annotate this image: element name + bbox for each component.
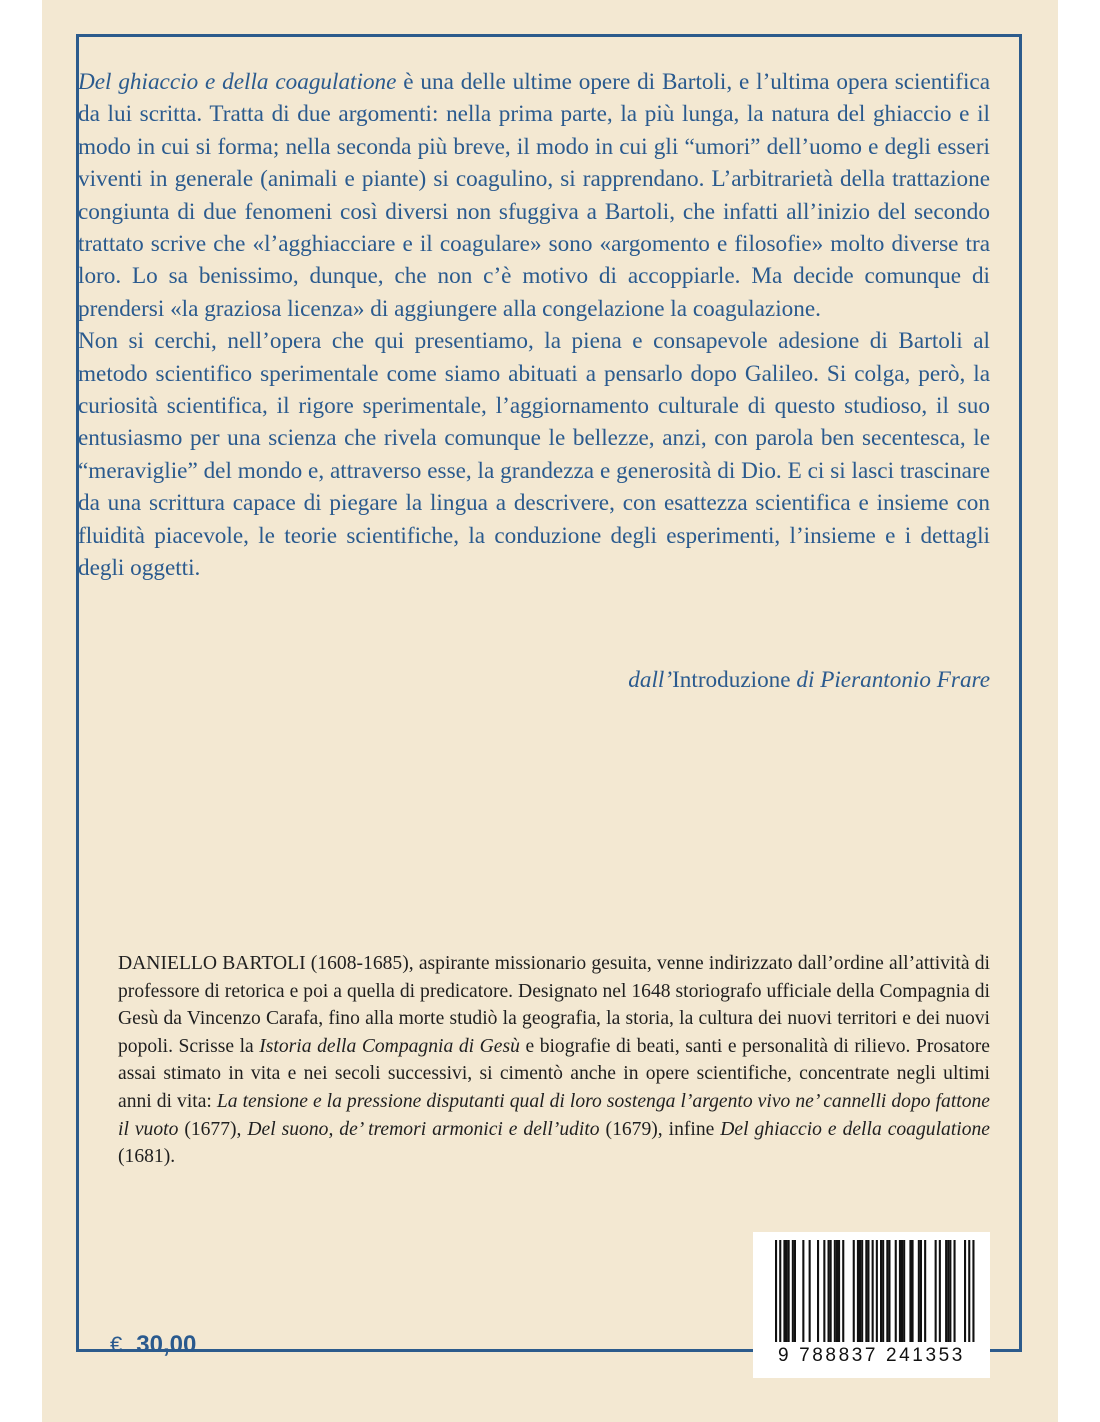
excerpt-attribution: [78, 664, 990, 696]
barcode-bar: [947, 1240, 949, 1342]
price-label: [110, 1330, 196, 1360]
barcode-bar: [836, 1240, 838, 1342]
barcode-bar: [924, 1240, 926, 1342]
barcode-bar: [899, 1240, 901, 1342]
barcode-bar: [895, 1240, 897, 1342]
barcode-bar: [857, 1240, 859, 1342]
barcode-bar: [802, 1240, 804, 1342]
currency-symbol: €: [110, 1332, 123, 1357]
bio-work-1: Istoria della Compagnia di Gesù: [259, 1035, 520, 1057]
barcode-bar: [834, 1240, 836, 1342]
barcode-bar: [912, 1240, 914, 1342]
barcode-bar: [830, 1240, 832, 1342]
barcode-bar: [882, 1240, 884, 1342]
barcode-bar: [867, 1240, 869, 1342]
barcode-bar: [935, 1240, 937, 1342]
bio-text-2: e biografie di beati, santi e personalità di rilievo. Prosatore assai stimato in vita e nei secoli successivi, si cimentò anche in opere scientifiche, concentrate negli ultimi anni di vita:: [118, 1035, 990, 1112]
barcode-bar: [775, 1240, 777, 1342]
barcode-bar: [792, 1240, 794, 1342]
barcode-bar: [786, 1240, 788, 1342]
barcode-bar: [968, 1240, 970, 1342]
barcode-bar: [842, 1240, 844, 1342]
bio-paragraph: [118, 950, 990, 1171]
barcode-bar: [886, 1240, 888, 1342]
barcode-bar: [817, 1240, 819, 1342]
barcode-bar: [794, 1240, 796, 1342]
barcode-bar: [853, 1240, 855, 1342]
intro-paragraph-2: Non si cerchi, nell’opera che qui presentiamo, la piena e consapevole adesione di Bartoli al metodo scientifico sperimentale come siamo abituati a pensarlo dopo Galileo. Si colga, però, la curiosità scientifica, il rigore sperimentale, l’aggiornamento culturale di questo studioso, il suo entusiasmo per una scienza che rivela comunque le bellezze, anzi, con parola ben secentesca, le “meraviglie” del mondo e, attraverso esse, la grandezza e generosità di Dio. E ci si lasci trascinare da una scrittura capace di piegare la lingua a descrivere, con esattezza scientifica e insieme con fluidità piacevole, le teorie scientifiche, la conduzione degli esperimenti, l’insieme e i dettagli degli oggetti.: [78, 328, 990, 582]
bio-work-4: Del ghiaccio e della coagulatione: [720, 1118, 990, 1140]
barcode-bar: [865, 1240, 867, 1342]
bio-work-2: La tensione e la pressione disputanti qual di loro sostenga l’argento vivo ne’ cannelli dopo fattone il vuoto: [118, 1090, 990, 1140]
attribution-author: di Pierantonio Frare: [790, 667, 990, 693]
barcode-bar: [909, 1240, 911, 1342]
intro-paragraph-1-text: è una delle ultime opere di Bartoli, e l’ultima opera scientifica da lui scritta. Tratta di due argomenti: nella prima parte, la più lunga, la natura del ghiaccio e il modo in cui si forma; nella seconda più breve, il modo in cui gli “umori” dell’uomo e degli esseri viventi in generale (animali e piante) si coagulino, si rapprendano. L’arbitrarietà della trattazione congiunta di due fenomeni così diversi non sfuggiva a Bartoli, che infatti all’inizio del secondo trattato scrive che «l’agghiacciare e il coagulare» sono «argomento e filosofie» molto diverse tra loro. Lo sa benissimo, dunque, che non c’è motivo di accoppiarle. Ma decide comunque di prendersi «la graziosa licenza» di aggiungere alla congelazione la coagulazione.: [78, 69, 991, 322]
introduction-excerpt: [78, 66, 990, 585]
bio-text-1: DANIELLO BARTOLI (1608-1685), aspirante missionario gesuita, venne indirizzato dall’ordine all’attività di professore di retorica e poi a quella di predicatore. Designato nel 1648 storiografo ufficiale della Compagnia di Gesù da Vincenzo Carafa, fino alla morte studiò la geografia, la storia, la cultura dei nuovi territori e dei nuovi popoli. Scrisse la: [118, 953, 990, 1057]
barcode-bar: [828, 1240, 830, 1342]
attribution-work: Introduzione: [672, 667, 791, 693]
attribution-prefix: dall’: [628, 667, 673, 693]
bio-text-4: (1679), infine: [599, 1118, 721, 1140]
author-biography: [118, 950, 990, 1171]
bio-text-3: (1677),: [178, 1118, 248, 1140]
book-title: Del ghiaccio e della coagulatione: [78, 69, 397, 95]
barcode-bar: [779, 1240, 781, 1342]
barcode-bar: [945, 1240, 947, 1342]
bio-work-3: Del suono, de’ tremori armonici e dell’udito: [247, 1118, 600, 1140]
price-amount: 30,00: [136, 1331, 197, 1358]
barcode-bar: [964, 1240, 966, 1342]
barcode-bar: [903, 1240, 905, 1342]
barcode-bar: [783, 1240, 785, 1342]
barcode-bar: [861, 1240, 863, 1342]
bio-text-5: (1681).: [118, 1146, 176, 1168]
barcode-bar: [880, 1240, 882, 1342]
barcode-digits: 9 788837 241353: [778, 1345, 965, 1366]
barcode-bar: [918, 1240, 920, 1342]
barcode-bar: [972, 1240, 974, 1342]
barcode-bar: [954, 1240, 956, 1342]
barcode-bar: [838, 1240, 840, 1342]
barcode-bar: [888, 1240, 890, 1342]
barcode-bar: [823, 1240, 825, 1342]
isbn-barcode: [753, 1232, 990, 1378]
barcode-bar: [939, 1240, 941, 1342]
barcode-bar: [809, 1240, 811, 1342]
barcode-bar: [788, 1240, 790, 1342]
barcode-bar: [876, 1240, 878, 1342]
barcode-bar: [901, 1240, 903, 1342]
barcode-bar: [872, 1240, 874, 1342]
barcode-bar: [949, 1240, 951, 1342]
barcode-bar: [859, 1240, 861, 1342]
intro-paragraph-1: [78, 66, 990, 325]
barcode-bar: [920, 1240, 922, 1342]
